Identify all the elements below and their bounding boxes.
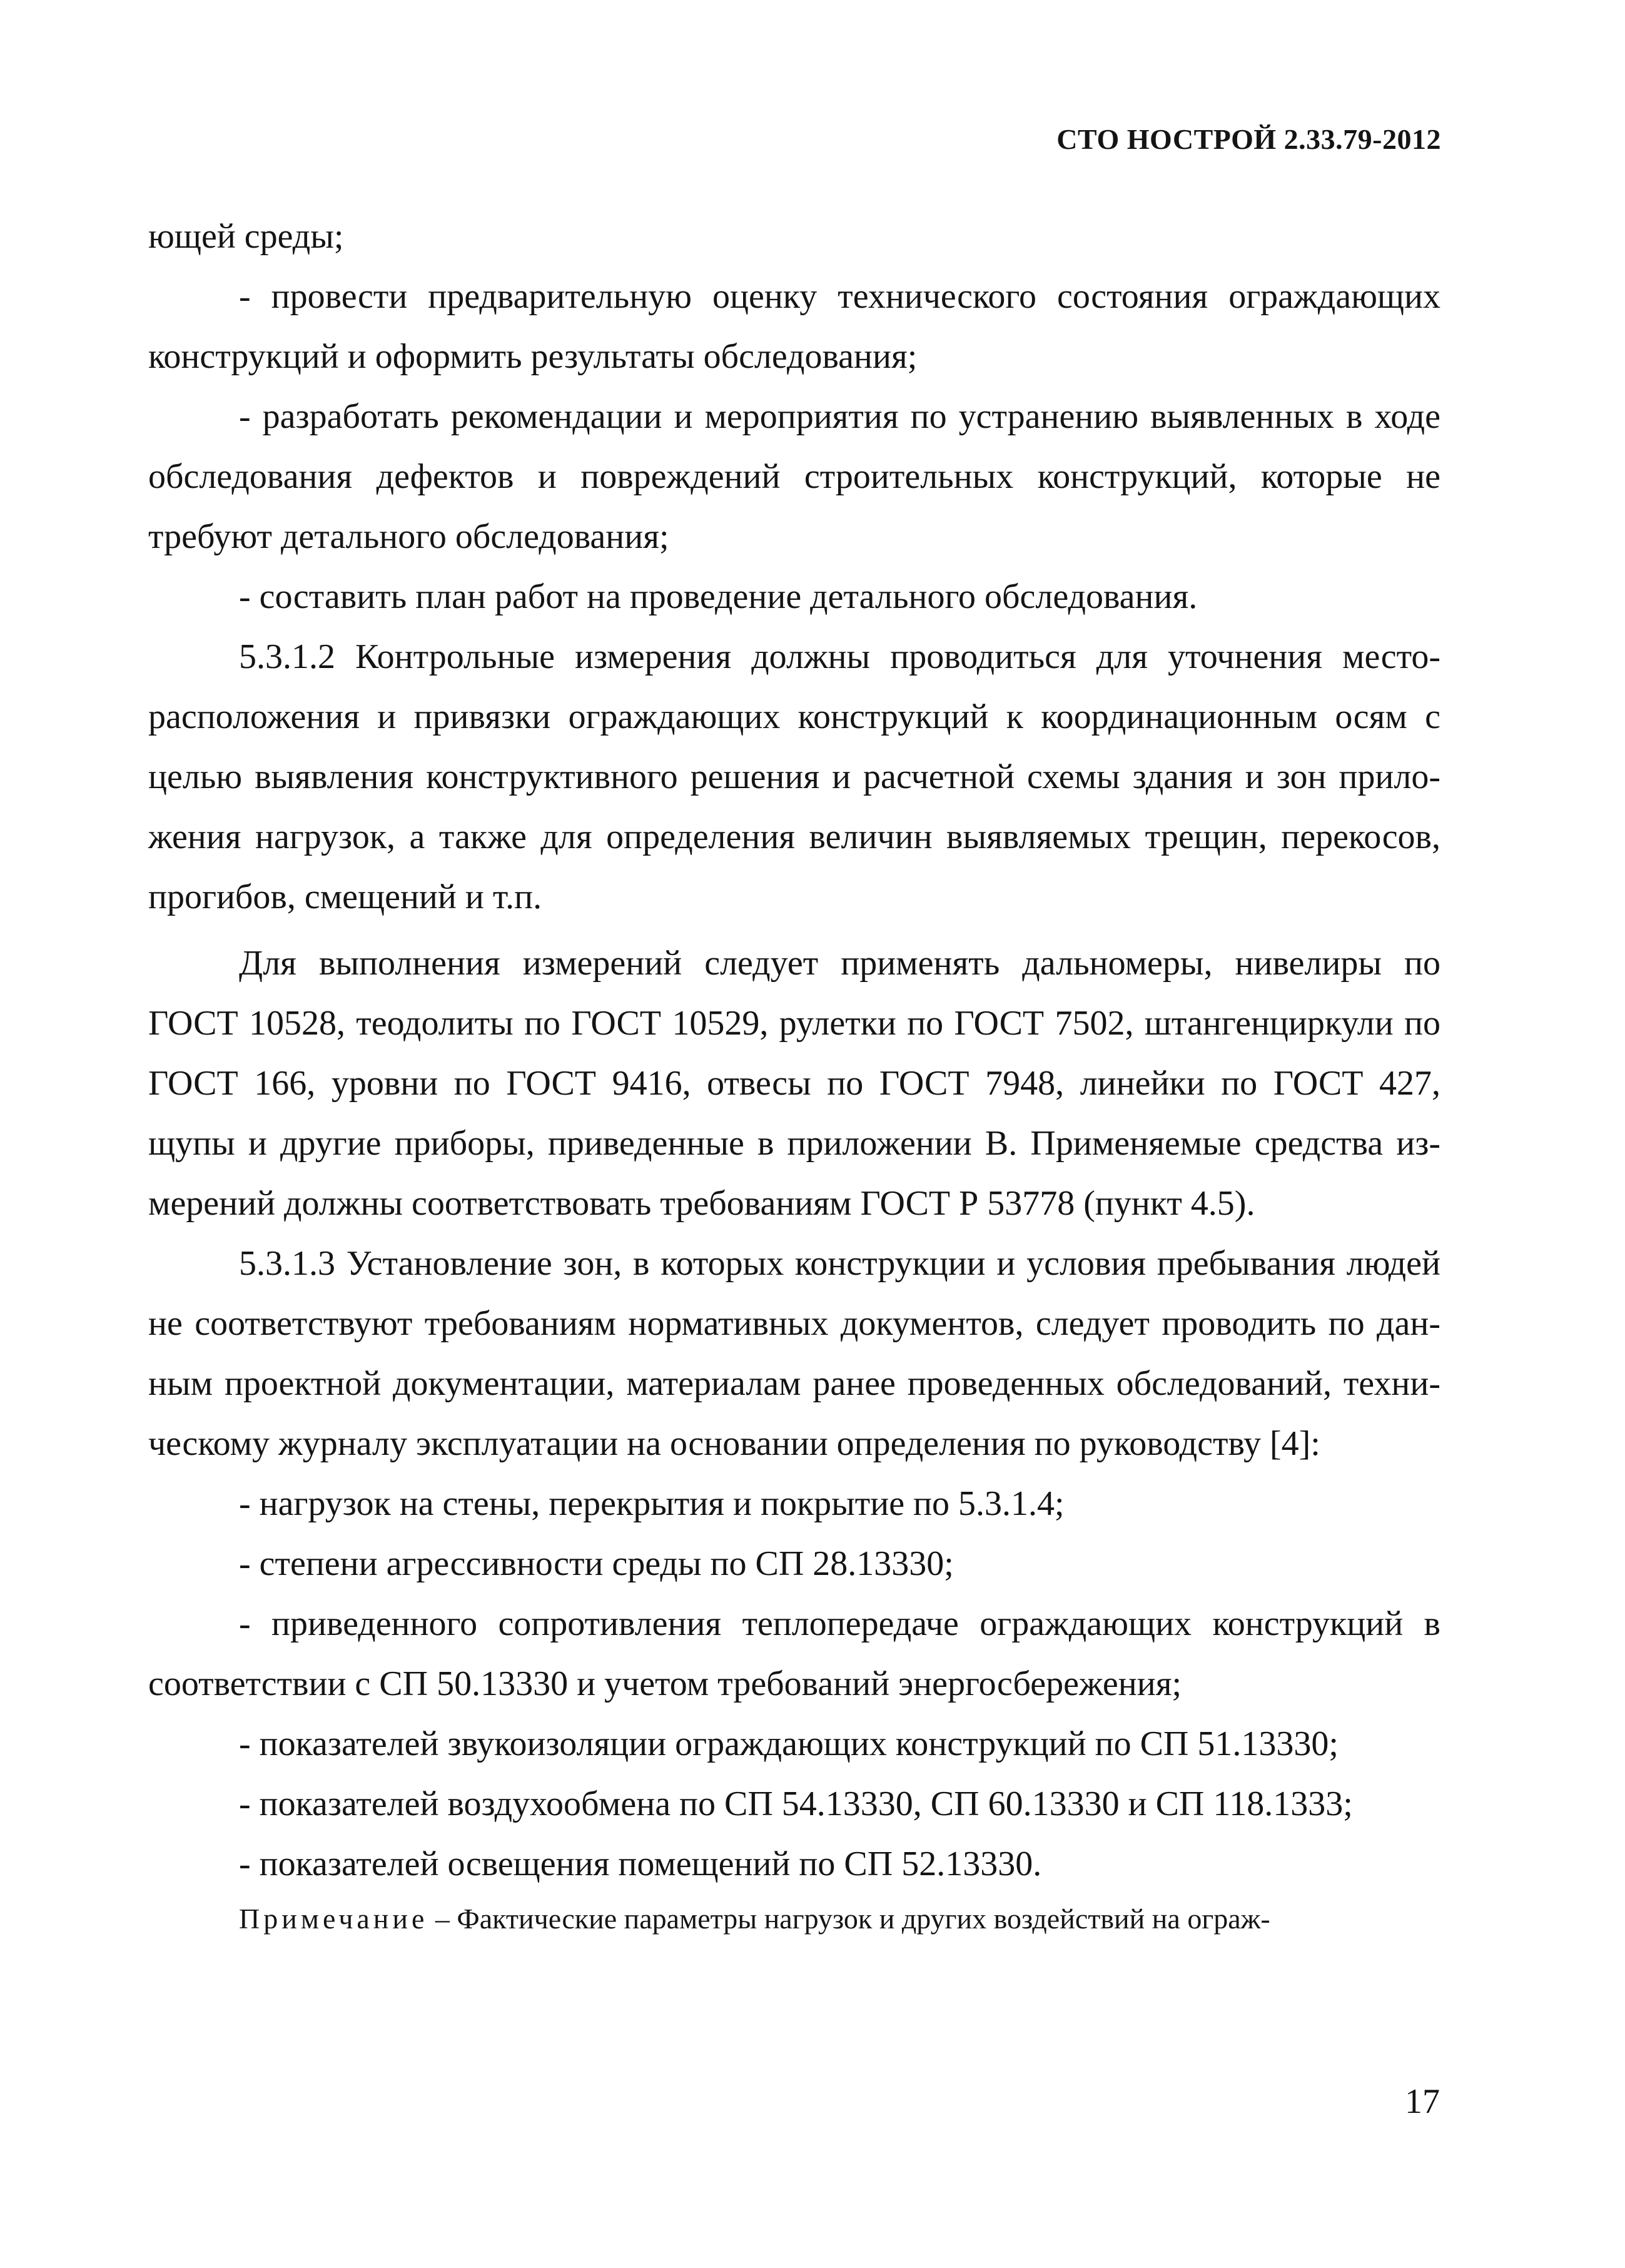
- document-code-header: СТО НОСТРОЙ 2.33.79-2012: [1056, 123, 1441, 155]
- list-item-assessment: - провести предварительную оценку технического состояния ограждающих конструкций и оформить результаты обследования;: [148, 277, 1440, 376]
- paragraph-continuation: ющей среды;: [148, 217, 344, 256]
- page-number: 17: [1405, 2082, 1440, 2121]
- list-item-recommendations: - разработать рекомендации и мероприятия по устранению выявленных в ходе обследования дефектов и повреждений строительных конструкций, которые не требуют детального обследования;: [148, 397, 1440, 556]
- note-text: Фактические параметры нагрузок и других воздействий на ограж-: [457, 1903, 1270, 1935]
- clause-5-3-1-3: 5.3.1.3 Установление зон, в которых конструкции и условия пребывания людей не соответствуют требованиям нормативных документов, следует проводить по дан-ным проектной документации, материалам ранее проведенных обследований, техни-ческому журналу эксплуатации на основании определения по руководству [4]:: [148, 1244, 1440, 1463]
- list-item-work-plan: - составить план работ на проведение детального обследования.: [239, 577, 1198, 616]
- paragraph-instruments: Для выполнения измерений следует применять дальномеры, нивелиры по ГОСТ 10528, теодолиты по ГОСТ 10529, рулетки по ГОСТ 7502, штангенциркули по ГОСТ 166, уровни по ГОСТ 9416, отвесы по ГОСТ 7948, линейки по ГОСТ 427, щупы и другие приборы, приведенные в приложении В. Применяемые средства из-мерений должны соответствовать требованиям ГОСТ Р 53778 (пункт 4.5).: [148, 944, 1440, 1223]
- note-dash: –: [428, 1903, 457, 1935]
- list-item-heat-resistance: - приведенного сопротивления теплопередаче ограждающих конструкций в соответствии с СП 50.13330 и учетом требований энергосбережения;: [148, 1604, 1440, 1703]
- list-item-sound-insulation: - показателей звукоизоляции ограждающих конструкций по СП 51.13330;: [239, 1724, 1339, 1763]
- note-label: Примечание: [239, 1903, 428, 1935]
- clause-5-3-1-2: 5.3.1.2 Контрольные измерения должны проводиться для уточнения место-расположения и привязки ограждающих конструкций к координационным осям с целью выявления конструктивного решения и расчетной схемы здания и зон прило-жения нагрузок, а также для определения величин выявляемых трещин, перекосов, прогибов, смещений и т.п.: [148, 637, 1440, 916]
- list-item-aggressiveness: - степени агрессивности среды по СП 28.13330;: [239, 1544, 954, 1583]
- list-item-loads: - нагрузок на стены, перекрытия и покрытие по 5.3.1.4;: [239, 1484, 1065, 1523]
- document-body: [148, 206, 1440, 1944]
- note-paragraph: [148, 1894, 1440, 1944]
- list-item-lighting: - показателей освещения помещений по СП 52.13330.: [239, 1845, 1042, 1883]
- list-item-air-exchange: - показателей воздухообмена по СП 54.13330, СП 60.13330 и СП 118.1333;: [239, 1785, 1353, 1823]
